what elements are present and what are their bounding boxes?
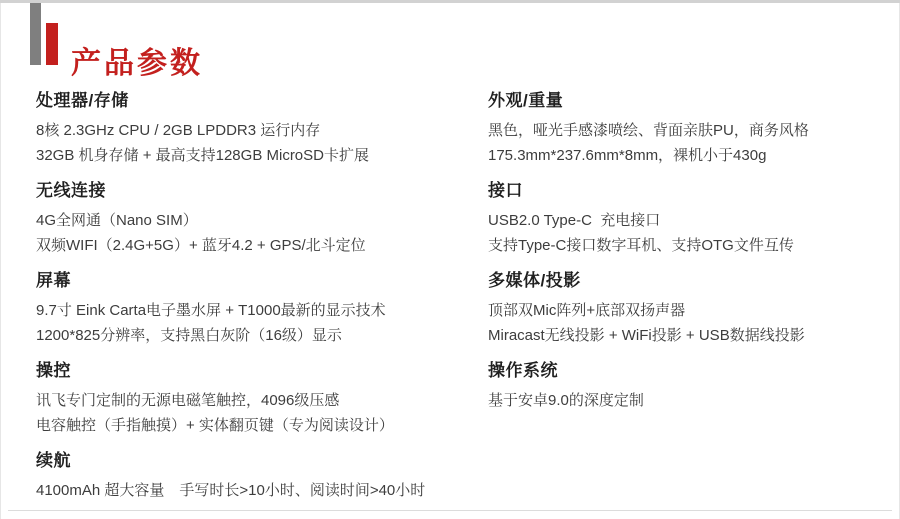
section-line: 8核 2.3GHz CPU / 2GB LPDDR3 运行内存 bbox=[36, 122, 321, 139]
spec-section-wireless bbox=[36, 180, 476, 258]
section-line: 175.3mm*237.6mm*8mm，裸机小于430g bbox=[488, 147, 767, 164]
section-heading: 无线连接 bbox=[36, 181, 106, 200]
section-line: 4G全网通（Nano SIM） bbox=[36, 212, 198, 229]
section-heading: 外观/重量 bbox=[488, 91, 564, 110]
section-line: 基于安卓9.0的深度定制 bbox=[488, 392, 644, 409]
section-heading: 操作系统 bbox=[488, 361, 558, 380]
section-line: Miracast无线投影 + WiFi投影 + USB数据线投影 bbox=[488, 327, 805, 344]
section-heading: 续航 bbox=[36, 451, 71, 470]
spec-column-left bbox=[36, 90, 476, 515]
title-accent-bar-gray bbox=[30, 3, 41, 65]
section-line: 9.7寸 Eink Carta电子墨水屏 + T1000最新的显示技术 bbox=[36, 302, 386, 319]
spec-section-ports bbox=[488, 180, 888, 258]
section-line: 双频WIFI（2.4G+5G）+ 蓝牙4.2 + GPS/北斗定位 bbox=[36, 237, 366, 254]
top-edge-strip bbox=[0, 0, 900, 3]
section-line: 讯飞专门定制的无源电磁笔触控，4096级压感 bbox=[36, 392, 340, 409]
section-heading: 多媒体/投影 bbox=[488, 271, 581, 290]
section-line: 顶部双Mic阵列+底部双扬声器 bbox=[488, 302, 686, 319]
section-line: 32GB 机身存储 + 最高支持128GB MicroSD卡扩展 bbox=[36, 147, 369, 164]
spec-section-os bbox=[488, 360, 888, 413]
spec-section-battery bbox=[36, 450, 476, 503]
section-line: 1200*825分辨率，支持黑白灰阶（16级）显示 bbox=[36, 327, 342, 344]
section-line: 4100mAh 超大容量 手写时长>10小时、阅读时间>40小时 bbox=[36, 482, 426, 499]
section-line: 支持Type-C接口数字耳机、支持OTG文件互传 bbox=[488, 237, 794, 254]
section-line: USB2.0 Type-C 充电接口 bbox=[488, 212, 661, 229]
section-line: 电容触控（手指触摸）+ 实体翻页键（专为阅读设计） bbox=[36, 417, 394, 434]
spec-section-multimedia-projection bbox=[488, 270, 888, 348]
spec-section-appearance-weight bbox=[488, 90, 888, 168]
section-heading: 屏幕 bbox=[36, 271, 71, 290]
spec-section-screen bbox=[36, 270, 476, 348]
section-heading: 接口 bbox=[488, 181, 523, 200]
spec-section-processor-storage bbox=[36, 90, 476, 168]
page-title: 产品参数 bbox=[71, 47, 203, 81]
section-heading: 处理器/存储 bbox=[36, 91, 129, 110]
section-heading: 操控 bbox=[36, 361, 71, 380]
title-accent-bar-red bbox=[46, 23, 58, 65]
spec-column-right bbox=[488, 90, 888, 425]
section-line: 黑色，哑光手感漆喷绘、背面亲肤PU，商务风格 bbox=[488, 122, 809, 139]
spec-section-control bbox=[36, 360, 476, 438]
left-edge-line bbox=[0, 3, 1, 519]
